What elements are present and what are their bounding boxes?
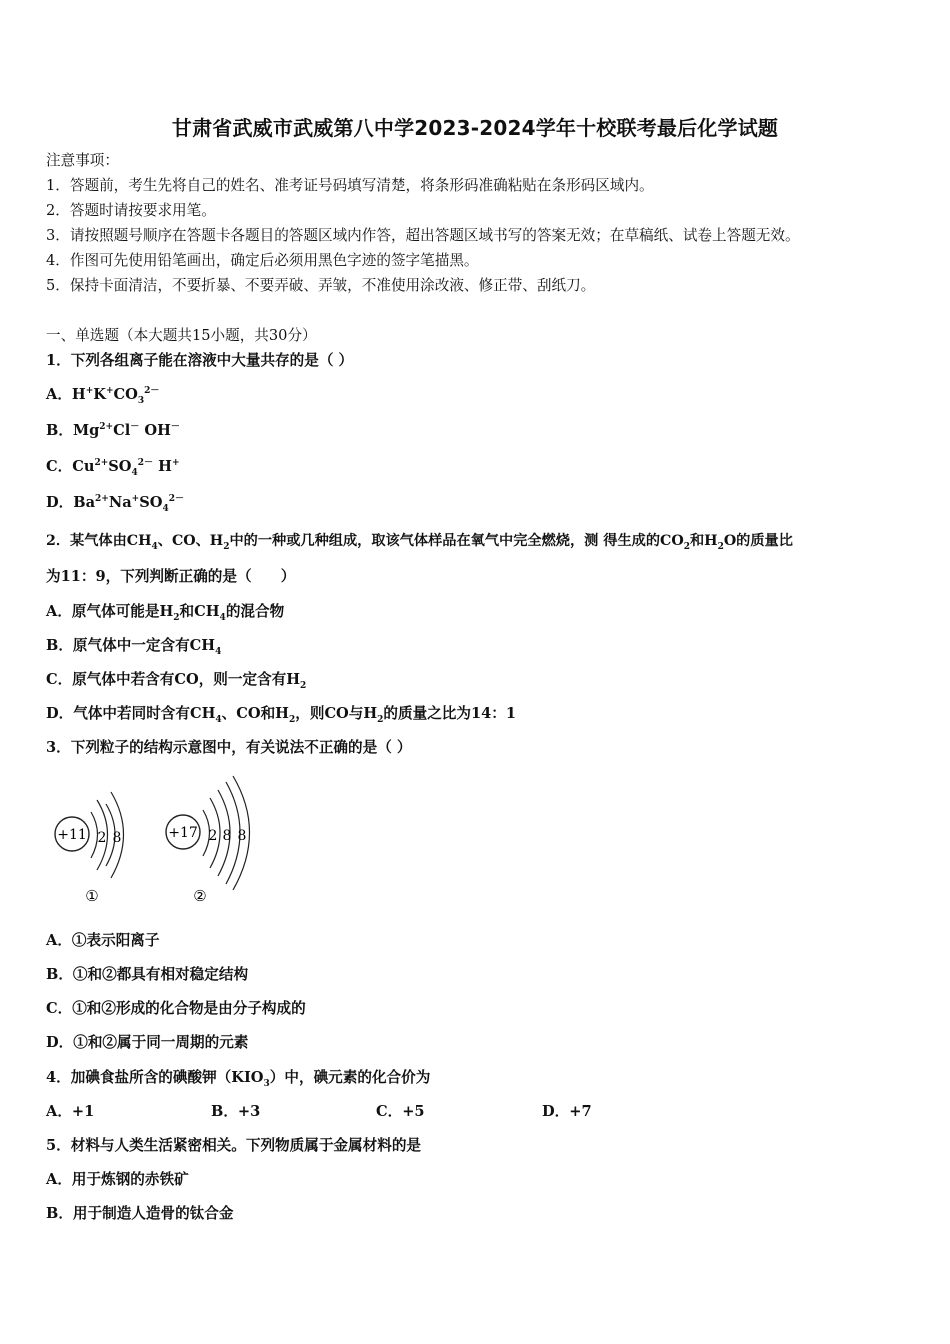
question-1-option-b: B．$Mg^{2+}Cl^-$ OH－ (46, 422, 180, 439)
option-label: A． (46, 386, 72, 403)
page-title: 甘肃省武威市武威第八中学2023-2024学年十校联考最后化学试题 (171, 116, 779, 140)
question-1-stem: 1．下列各组离子能在溶液中大量共存的是（ ） (46, 352, 354, 369)
shell-electron-count: 2 (208, 828, 218, 844)
notice-item: 4．作图可先使用铅笔画出，确定后必须用黑色字迹的签字笔描黑。 (46, 252, 479, 269)
question-3-option-c: C．①和②形成的化合物是由分子构成的 (46, 1000, 306, 1017)
question-1-option-c: C．$Cu^{2+}SO_4^{2-}$ H+ (46, 458, 180, 478)
question-1-option-a: A．$H^+K^+CO_3^{2-}$ (46, 386, 160, 406)
notice-item: 3．请按照题号顺序在答题卡各题目的答题区域内作答，超出答题区域书写的答案无效；在草稿纸、试卷上答题无效。 (46, 227, 800, 244)
notice-item: 2．答题时请按要求用笔。 (46, 202, 216, 219)
question-5-option-a: A．用于炼钢的赤铁矿 (46, 1171, 189, 1188)
question-2-stem-continued: 为11：9，下列判断正确的是（ ） (46, 568, 296, 585)
atom-diagram-2 (166, 776, 250, 905)
option-label: D． (46, 494, 74, 511)
electron-shell-arc (91, 812, 98, 858)
question-3-option-a: A．①表示阳离子 (46, 932, 160, 949)
question-2-stem: 2．某气体由$CH_4$、CO、$H_2$中的一种或几种组成，取该气体样品在氧气中完全燃烧，测 得生成的$CO_2$和$H_2O$的质量比 (46, 533, 793, 552)
question-2-option-c: C．原气体中若含有CO，则一定含有$H_2$ (46, 671, 307, 691)
option-label: C． (46, 458, 73, 475)
question-4-option-d: D．+7 (542, 1103, 592, 1120)
question-1-option-d: D．$Ba^{2+}Na^+SO_4^{2-}$ (46, 494, 184, 514)
question-2-option-b: B．原气体中一定含有$CH_4$ (46, 637, 222, 657)
section-heading: 一、单选题（本大题共15小题，共30分） (46, 327, 317, 344)
question-5-option-b: B．用于制造人造骨的钛合金 (46, 1205, 234, 1222)
question-4-option-b: B．+3 (211, 1103, 261, 1120)
shell-electron-count: 8 (222, 828, 232, 844)
nucleus-charge: +17 (168, 825, 198, 841)
question-4-stem: 4．加碘食盐所含的碘酸钾$(KIO_3)$中，碘元素的化合价为 (46, 1069, 431, 1089)
question-3-stem: 3．下列粒子的结构示意图中，有关说法不正确的是（ ） (46, 739, 412, 756)
notice-item: 5．保持卡面清洁，不要折暴、不要弄破、弄皱，不准使用涂改液、修正带、刮纸刀。 (46, 277, 596, 294)
notice-item: 1．答题前，考生先将自己的姓名、准考证号码填写清楚，将条形码准确粘贴在条形码区域内。 (46, 177, 654, 194)
shell-electron-count: 8 (237, 828, 247, 844)
question-2-option-d: D．气体中若同时含有$CH_4$、CO和$H_2$，则CO与$H_2$的质量之比为14：1 (46, 705, 517, 725)
shell-electron-count: 2 (97, 830, 107, 846)
notice-heading: 注意事项： (46, 152, 119, 169)
shell-electron-count: 8 (112, 830, 122, 846)
question-5-stem: 5．材料与人类生活紧密相关。下列物质属于金属材料的是 (46, 1137, 422, 1154)
nucleus-charge: +11 (57, 827, 87, 843)
question-4-option-a: A．+1 (46, 1103, 95, 1120)
atomic-structure-diagrams (40, 770, 280, 920)
atom-diagram-1 (55, 792, 124, 905)
option-label: B． (46, 422, 73, 439)
question-3-option-d: D．①和②属于同一周期的元素 (46, 1034, 249, 1051)
question-3-option-b: B．①和②都具有相对稳定结构 (46, 966, 249, 983)
diagram-label: ① (85, 887, 99, 905)
diagram-label: ② (193, 887, 207, 905)
question-2-option-a: A．原气体可能是$H_2$和$CH_4$的混合物 (46, 603, 285, 623)
question-4-option-c: C．+5 (376, 1103, 425, 1120)
